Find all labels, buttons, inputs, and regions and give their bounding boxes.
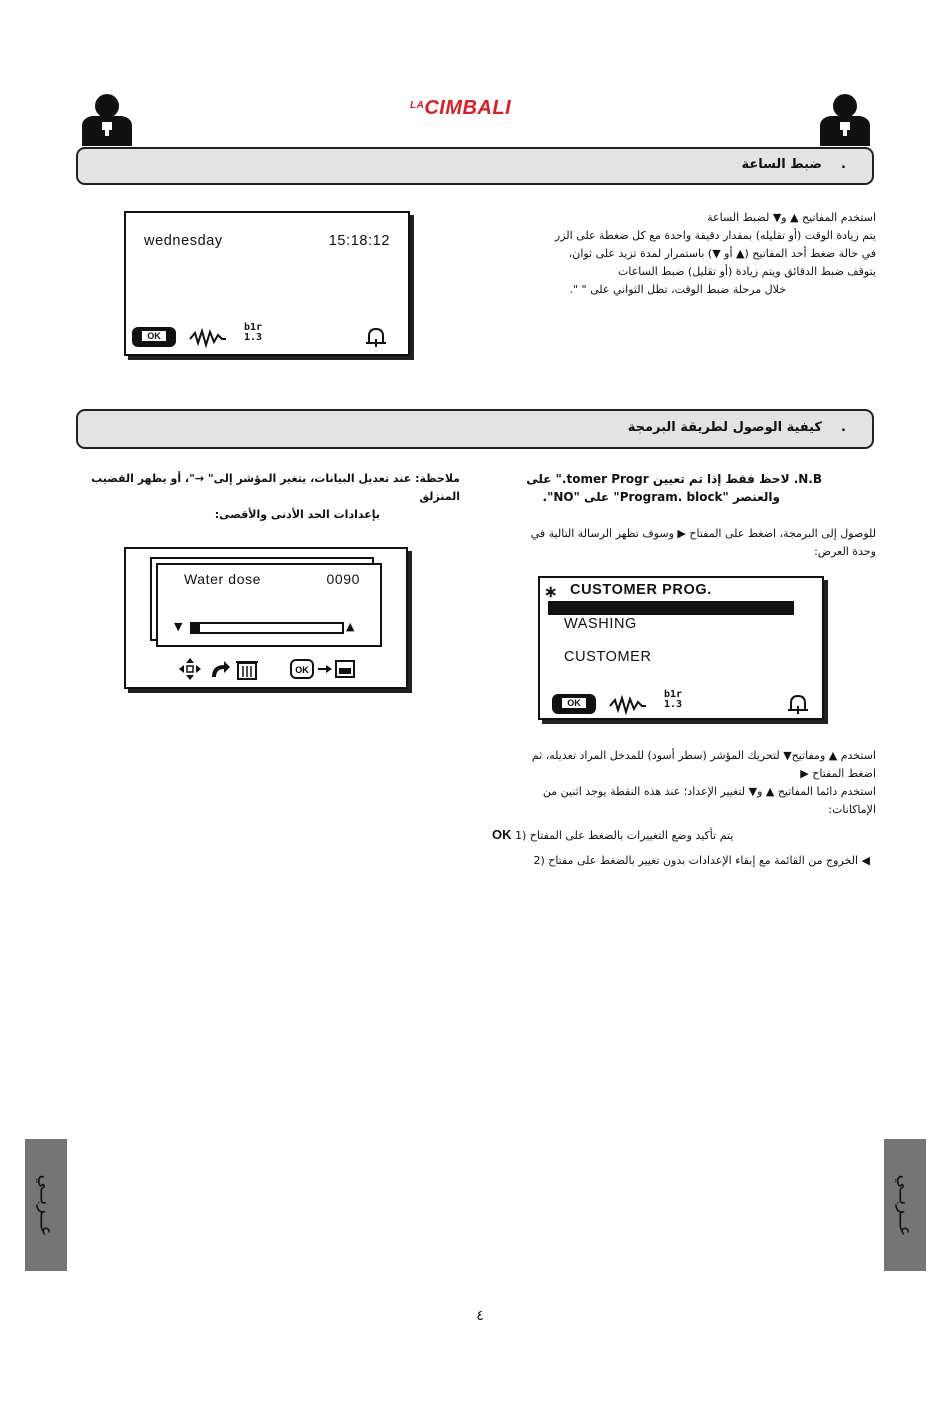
- boiler-pressure-badge: b1r 1.3: [244, 322, 263, 343]
- option-exit: [490, 852, 870, 870]
- waiter-logo-right-icon: [816, 90, 874, 146]
- menu-selection-bar: [548, 601, 794, 615]
- svg-text:OK: OK: [295, 665, 309, 675]
- waiter-logo-left-icon: [78, 90, 136, 146]
- lcd-customer-prog-menu: [538, 576, 824, 720]
- lcd-front-panel: [156, 563, 382, 647]
- option-confirm: [490, 826, 878, 845]
- ok-key-icon: OK: [132, 327, 176, 347]
- page-number: ٤: [476, 1308, 484, 1324]
- section-number: .: [841, 157, 846, 172]
- side-tab-label: عــربــي: [894, 1174, 916, 1237]
- edit-note-line: بإعدادات الحد الأدنى والأقصى:: [214, 508, 380, 521]
- section-header-programming: [76, 409, 874, 449]
- nb-note-line: N.B. لاحظ فقط إذا تم تعيين tomer Progr." على: [526, 472, 822, 486]
- navigation-instruction-line: استخدم دائما المفاتيح ▲ و▼ لتغيير الإعداد؛ عند هذه النقطة يوجد اثنين من: [542, 785, 876, 798]
- side-tab-label: عــربــي: [35, 1174, 57, 1237]
- section-number: .: [841, 420, 846, 435]
- clock-instruction-line: يتم زيادة الوقت (أو تقليله) بمقدار دقيقة واحدة مع كل ضغطة على الزر: [554, 229, 876, 242]
- bell-icon: [786, 692, 810, 716]
- edit-note-line: ملاحظة: عند تعديل البيانات، يتغير المؤشر إلى" →"، أو يظهر القضيب المنزلق: [91, 472, 460, 503]
- slider-left-arrow-icon: ▼: [174, 620, 183, 633]
- lcd-day: wednesday: [144, 233, 223, 249]
- brand-logo: $^{LA}$CIMBALI: [410, 97, 512, 119]
- clock-instruction-line: يتوقف ضبط الدقائق ويتم زيادة (أو تقليل) ضبط الساعات: [617, 265, 876, 278]
- clock-instruction-line: في حالة ضغط أحد المفاتيح (▲ أو ▼) باستمرار لمدة تزيد على ثوان،: [568, 247, 876, 260]
- clock-instruction-line: خلال مرحلة ضبط الوقت، تظل الثواني على " ".: [569, 283, 786, 296]
- menu-title: CUSTOMER PROG.: [570, 582, 712, 598]
- water-dose-slider: [190, 622, 344, 634]
- boiler-pressure-badge: b1r 1.3: [664, 689, 683, 710]
- lcd-water-dose-display: [124, 547, 408, 689]
- navigation-instruction-line: اضغط المفتاح ▶: [800, 767, 876, 780]
- water-dose-value: 0090: [326, 571, 360, 587]
- side-tab-left: [25, 1139, 67, 1271]
- section-title: ضبط الساعة: [741, 157, 822, 172]
- option-confirm-text: يتم تأكيد وضع التغييرات بالضغط على المفتاح (1: [515, 829, 734, 842]
- programming-intro: [490, 525, 876, 561]
- steam-wave-icon: [608, 694, 648, 716]
- clock-instruction-line: استخدم المفاتيح ▲ و▼ لضبط الساعة: [707, 211, 876, 224]
- section-title: كيفية الوصول لطريقة البرمجة: [627, 420, 822, 435]
- ok-to-save-icon: [290, 657, 360, 681]
- slider-right-arrow-icon: ▲: [346, 620, 355, 633]
- section-header-clock: [76, 147, 874, 185]
- steam-wave-icon: [188, 327, 228, 349]
- programming-intro-line: وحدة العرض:: [814, 545, 876, 558]
- side-tab-right: [884, 1139, 926, 1271]
- clock-instructions: [490, 209, 876, 299]
- bell-icon: [364, 325, 388, 349]
- lcd-clock-display: [124, 211, 410, 356]
- navigation-instruction-line: استخدم ▲ ومفاتيح▼ لتحريك المؤشر (سطر أسود) للمدخل المراد تعديله، ثم: [531, 749, 876, 762]
- edit-note: [76, 470, 460, 524]
- navigation-instruction-line: الإماكانات:: [828, 803, 876, 816]
- ok-key-label: OK: [492, 827, 512, 842]
- navigation-keys-icon: [178, 657, 268, 681]
- nb-note-line: والعنصر "Program. block" على "NO".: [542, 490, 780, 504]
- ok-key-icon: OK: [552, 694, 596, 714]
- lcd-time: 15:18:12: [328, 233, 390, 249]
- nb-note: [490, 470, 876, 506]
- option-exit-text: ◀ الخروج من القائمة مع إبقاء الإعدادات بدون تغيير بالضغط على مفتاح (2: [533, 854, 870, 867]
- navigation-instructions: [490, 747, 876, 819]
- menu-cursor-star: ∗: [544, 584, 559, 601]
- programming-intro-line: للوصول إلى البرمجة، اضغط على المفتاح ▶ وسوف تظهر الرسالة التالية في: [530, 527, 876, 540]
- water-dose-label: Water dose: [184, 571, 262, 587]
- menu-item-washing: WASHING: [564, 616, 637, 632]
- menu-item-customer: CUSTOMER: [564, 649, 652, 665]
